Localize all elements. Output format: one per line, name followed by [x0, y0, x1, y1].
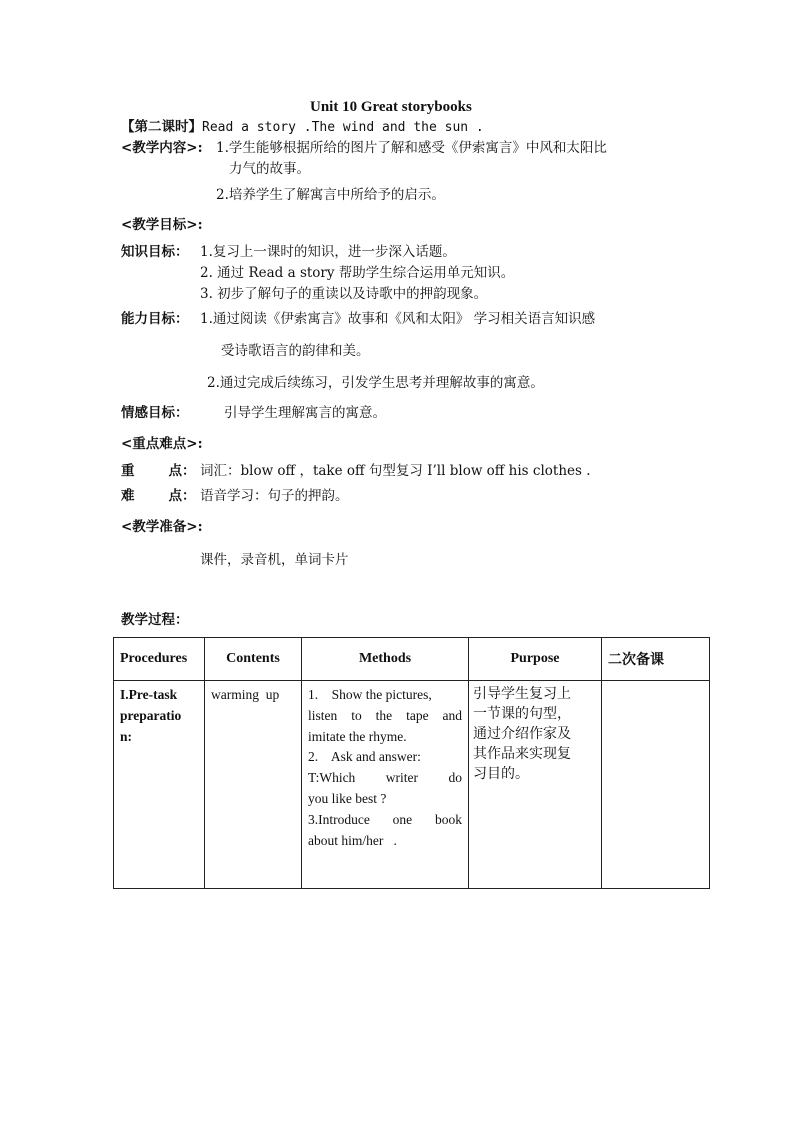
difficult-label: 难 点：	[121, 488, 196, 504]
ability-item-1-line-2: 受诗歌语言的韵律和美。	[221, 343, 370, 359]
key-points-label: <重点难点>:	[121, 436, 203, 452]
preparation-label: <教学准备>:	[121, 519, 203, 535]
lesson-label: 【第二课时】	[121, 119, 202, 135]
method-line: imitate the rhyme.	[308, 728, 407, 744]
procedure-line: n:	[120, 728, 133, 744]
header-procedures: Procedures	[114, 638, 205, 681]
difficult-text: 语音学习：句子的押韵。	[200, 488, 349, 504]
method-line: listen to the tape and	[308, 707, 462, 723]
purpose-line: 一节课的句型，	[473, 706, 571, 722]
preparation-text: 课件，录音机，单词卡片	[200, 552, 349, 568]
key-label: 重 点：	[121, 463, 196, 479]
objectives-label: <教学目标>:	[121, 217, 203, 233]
table-row	[114, 681, 710, 889]
knowledge-item-3: 3. 初步了解句子的重读以及诗歌中的押韵现象。	[200, 286, 488, 302]
procedure-cell	[114, 681, 205, 889]
header-methods: Methods	[302, 638, 469, 681]
methods-cell	[302, 681, 469, 889]
method-line: about him/her .	[308, 832, 397, 848]
contents-text: warming up	[211, 687, 280, 702]
method-line: you like best ?	[308, 790, 387, 806]
header-contents: Contents	[205, 638, 302, 681]
purpose-line: 习目的。	[473, 766, 529, 782]
lesson-line	[121, 119, 484, 136]
page-title: Unit 10 Great storybooks	[310, 99, 472, 115]
procedure-line: preparatio	[120, 707, 182, 723]
notes-text	[602, 681, 709, 689]
ability-item-1-line-1: 1.通过阅读《伊索寓言》故事和《风和太阳》 学习相关语言知识感	[200, 311, 596, 327]
procedure-line: I.Pre-task	[120, 687, 178, 702]
header-purpose: Purpose	[469, 638, 602, 681]
method-line: 3.Introduce one book	[308, 811, 462, 827]
knowledge-item-1: 1.复习上一课时的知识，进一步深入话题。	[200, 244, 456, 260]
ability-label: 能力目标：	[121, 311, 189, 327]
purpose-line: 其作品来实现复	[473, 746, 571, 762]
notes-cell[interactable]	[602, 681, 710, 889]
method-line: T:Which writer do	[308, 770, 462, 786]
purpose-cell	[469, 681, 602, 889]
knowledge-label: 知识目标：	[121, 244, 189, 260]
process-table	[113, 637, 710, 889]
method-line: 2. Ask and answer:	[308, 749, 421, 765]
table-header-row	[114, 638, 710, 681]
ability-item-2: 2.通过完成后续练习，引发学生思考并理解故事的寓意。	[207, 375, 544, 391]
emotion-label: 情感目标：	[121, 405, 189, 421]
key-text: 词汇：blow off ，take off 句型复习 I’ll blow off his clothes .	[200, 463, 591, 479]
method-line: 1. Show the pictures,	[308, 687, 432, 702]
process-label: 教学过程：	[121, 612, 189, 628]
content-label: <教学内容>:	[121, 140, 203, 156]
purpose-line: 引导学生复习上	[473, 686, 571, 702]
purpose-line: 通过介绍作家及	[473, 726, 571, 742]
content-item-1-line-2: 力气的故事。	[229, 161, 310, 177]
contents-cell	[205, 681, 302, 889]
lesson-text: Read a story .The wind and the sun .	[202, 120, 484, 135]
emotion-text: 引导学生理解寓言的寓意。	[224, 405, 386, 421]
content-item-2: 2.培养学生了解寓言中所给予的启示。	[216, 187, 445, 203]
content-item-1-line-1: 1.学生能够根据所给的图片了解和感受《伊索寓言》中风和太阳比	[216, 140, 607, 156]
knowledge-item-2: 2. 通过 Read a story 帮助学生综合运用单元知识。	[200, 265, 515, 281]
header-notes: 二次备课	[602, 638, 710, 681]
